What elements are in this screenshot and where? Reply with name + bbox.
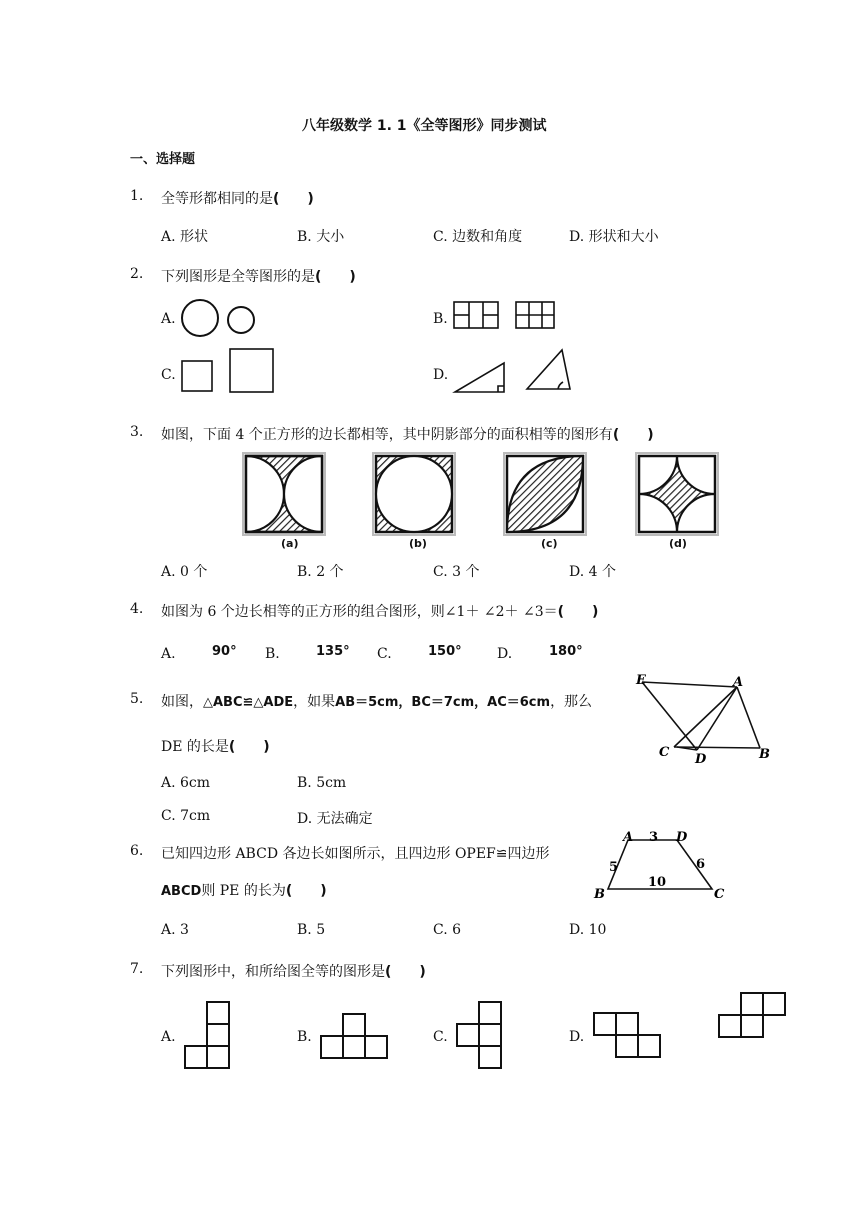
q5-option-c[interactable]: C. 7cm — [161, 808, 211, 824]
q7-option-b[interactable]: B. — [297, 1029, 312, 1045]
q4-option-b-letter[interactable]: B. — [265, 646, 280, 662]
q5-point-A: A — [733, 675, 744, 690]
q2-option-c[interactable]: C. — [161, 367, 176, 383]
q6-side-AD: 3 — [649, 830, 659, 845]
q7-figure-a — [184, 1001, 234, 1071]
q6-trapezoid-figure — [590, 826, 735, 906]
q6-option-d[interactable]: D. 10 — [569, 922, 607, 938]
q4-option-a-value: 90° — [212, 644, 237, 659]
q1-option-b[interactable]: B. 大小 — [297, 229, 345, 245]
q6-option-a[interactable]: A. 3 — [161, 922, 189, 938]
question-number: 1. — [130, 188, 144, 204]
q2-figure-c-squares — [180, 347, 280, 397]
q3-figure-c — [504, 453, 586, 535]
question-5-line2: DE 的长是( ) — [161, 739, 270, 755]
q7-option-c[interactable]: C. — [433, 1029, 448, 1045]
question-7-stem: 下列图形中，和所给图全等的图形是( ) — [161, 964, 426, 980]
q5-option-b[interactable]: B. 5cm — [297, 775, 347, 791]
q3-figure-b — [373, 453, 455, 535]
q3-figures — [238, 452, 728, 557]
q2-figure-d-triangles — [452, 347, 567, 397]
q3-figure-a — [208, 453, 360, 535]
q6-point-C: C — [714, 887, 725, 902]
question-3-number: 3. — [130, 424, 144, 440]
q6-side-AB: 5 — [609, 860, 619, 875]
q4-option-a-letter[interactable]: A. — [161, 646, 176, 662]
q6-point-B: B — [594, 887, 605, 902]
q4-option-c-value: 150° — [428, 644, 462, 659]
q4-option-c-letter[interactable]: C. — [377, 646, 392, 662]
q6-option-c[interactable]: C. 6 — [433, 922, 462, 938]
q7-given-figure — [718, 992, 790, 1040]
question-2-stem: 下列图形是全等图形的是( ) — [161, 269, 356, 285]
question-7-number: 7. — [130, 961, 144, 977]
q3-option-b[interactable]: B. 2 个 — [297, 564, 344, 580]
question-6-stem: 已知四边形 ABCD 各边长如图所示，且四边形 OPEF≌四边形 — [161, 846, 550, 862]
question-6-number: 6. — [130, 843, 144, 859]
question-1 — [130, 188, 143, 204]
q7-figure-b — [320, 1013, 392, 1061]
q7-option-d[interactable]: D. — [569, 1029, 585, 1045]
q5-point-E: E — [636, 673, 646, 688]
question-4-number: 4. — [130, 601, 144, 617]
question-3-stem: 如图，下面 4 个正方形的边长都相等，其中阴影部分的面积相等的图形有( ) — [161, 427, 654, 443]
question-4-stem: 如图为 6 个边长相等的正方形的组合图形，则∠1＋ ∠2＋ ∠3＝( ) — [161, 604, 599, 620]
q5-triangle-figure — [632, 672, 777, 767]
q5-option-d[interactable]: D. 无法确定 — [297, 811, 373, 827]
q7-option-a[interactable]: A. — [161, 1029, 176, 1045]
q6-point-A: A — [623, 830, 634, 845]
q2-option-b[interactable]: B. — [433, 311, 448, 327]
q5-point-D: D — [695, 752, 707, 767]
q2-option-a[interactable]: A. — [161, 311, 176, 327]
q7-figure-c — [456, 1001, 506, 1071]
question-1-stem: 全等形都相同的是( ) — [161, 191, 314, 207]
q6-point-D: D — [676, 830, 688, 845]
q3-figure-d — [636, 453, 718, 535]
q3-option-a[interactable]: A. 0 个 — [161, 564, 208, 580]
question-5-stem: 如图，△ABC≌△ADE，如果AB＝5cm，BC＝7cm，AC＝6cm，那么 — [161, 694, 593, 710]
q2-figure-a-circles — [178, 298, 258, 338]
q3-label-d: (d) — [669, 537, 687, 550]
q5-option-a[interactable]: A. 6cm — [161, 775, 211, 791]
q3-label-a: (a) — [281, 537, 299, 550]
q4-option-b-value: 135° — [316, 644, 350, 659]
q4-option-d-letter[interactable]: D. — [497, 646, 513, 662]
q1-option-a[interactable]: A. 形状 — [161, 229, 209, 245]
q3-option-d[interactable]: D. 4 个 — [569, 564, 616, 580]
q3-label-c: (c) — [541, 537, 558, 550]
q3-option-c[interactable]: C. 3 个 — [433, 564, 480, 580]
q1-option-c[interactable]: C. 边数和角度 — [433, 229, 523, 245]
q6-side-BC: 10 — [648, 875, 667, 890]
q3-label-b: (b) — [409, 537, 427, 550]
q4-option-d-value: 180° — [549, 644, 583, 659]
question-6-line2: ABCD则 PE 的长为( ) — [161, 883, 327, 899]
q5-point-B: B — [759, 747, 770, 762]
q2-figure-b-grids — [452, 300, 562, 332]
q7-figure-d — [593, 1012, 665, 1060]
q5-point-C: C — [659, 745, 670, 760]
question-2-number: 2. — [130, 266, 144, 282]
q2-option-d[interactable]: D. — [433, 367, 449, 383]
q6-option-b[interactable]: B. 5 — [297, 922, 326, 938]
q1-option-d[interactable]: D. 形状和大小 — [569, 229, 659, 245]
question-5-number: 5. — [130, 691, 144, 707]
section-heading: 一、选择题 — [130, 152, 196, 167]
q6-side-DC: 6 — [696, 857, 706, 872]
page-title: 八年级数学 1. 1《全等图形》同步测试 — [302, 118, 547, 134]
